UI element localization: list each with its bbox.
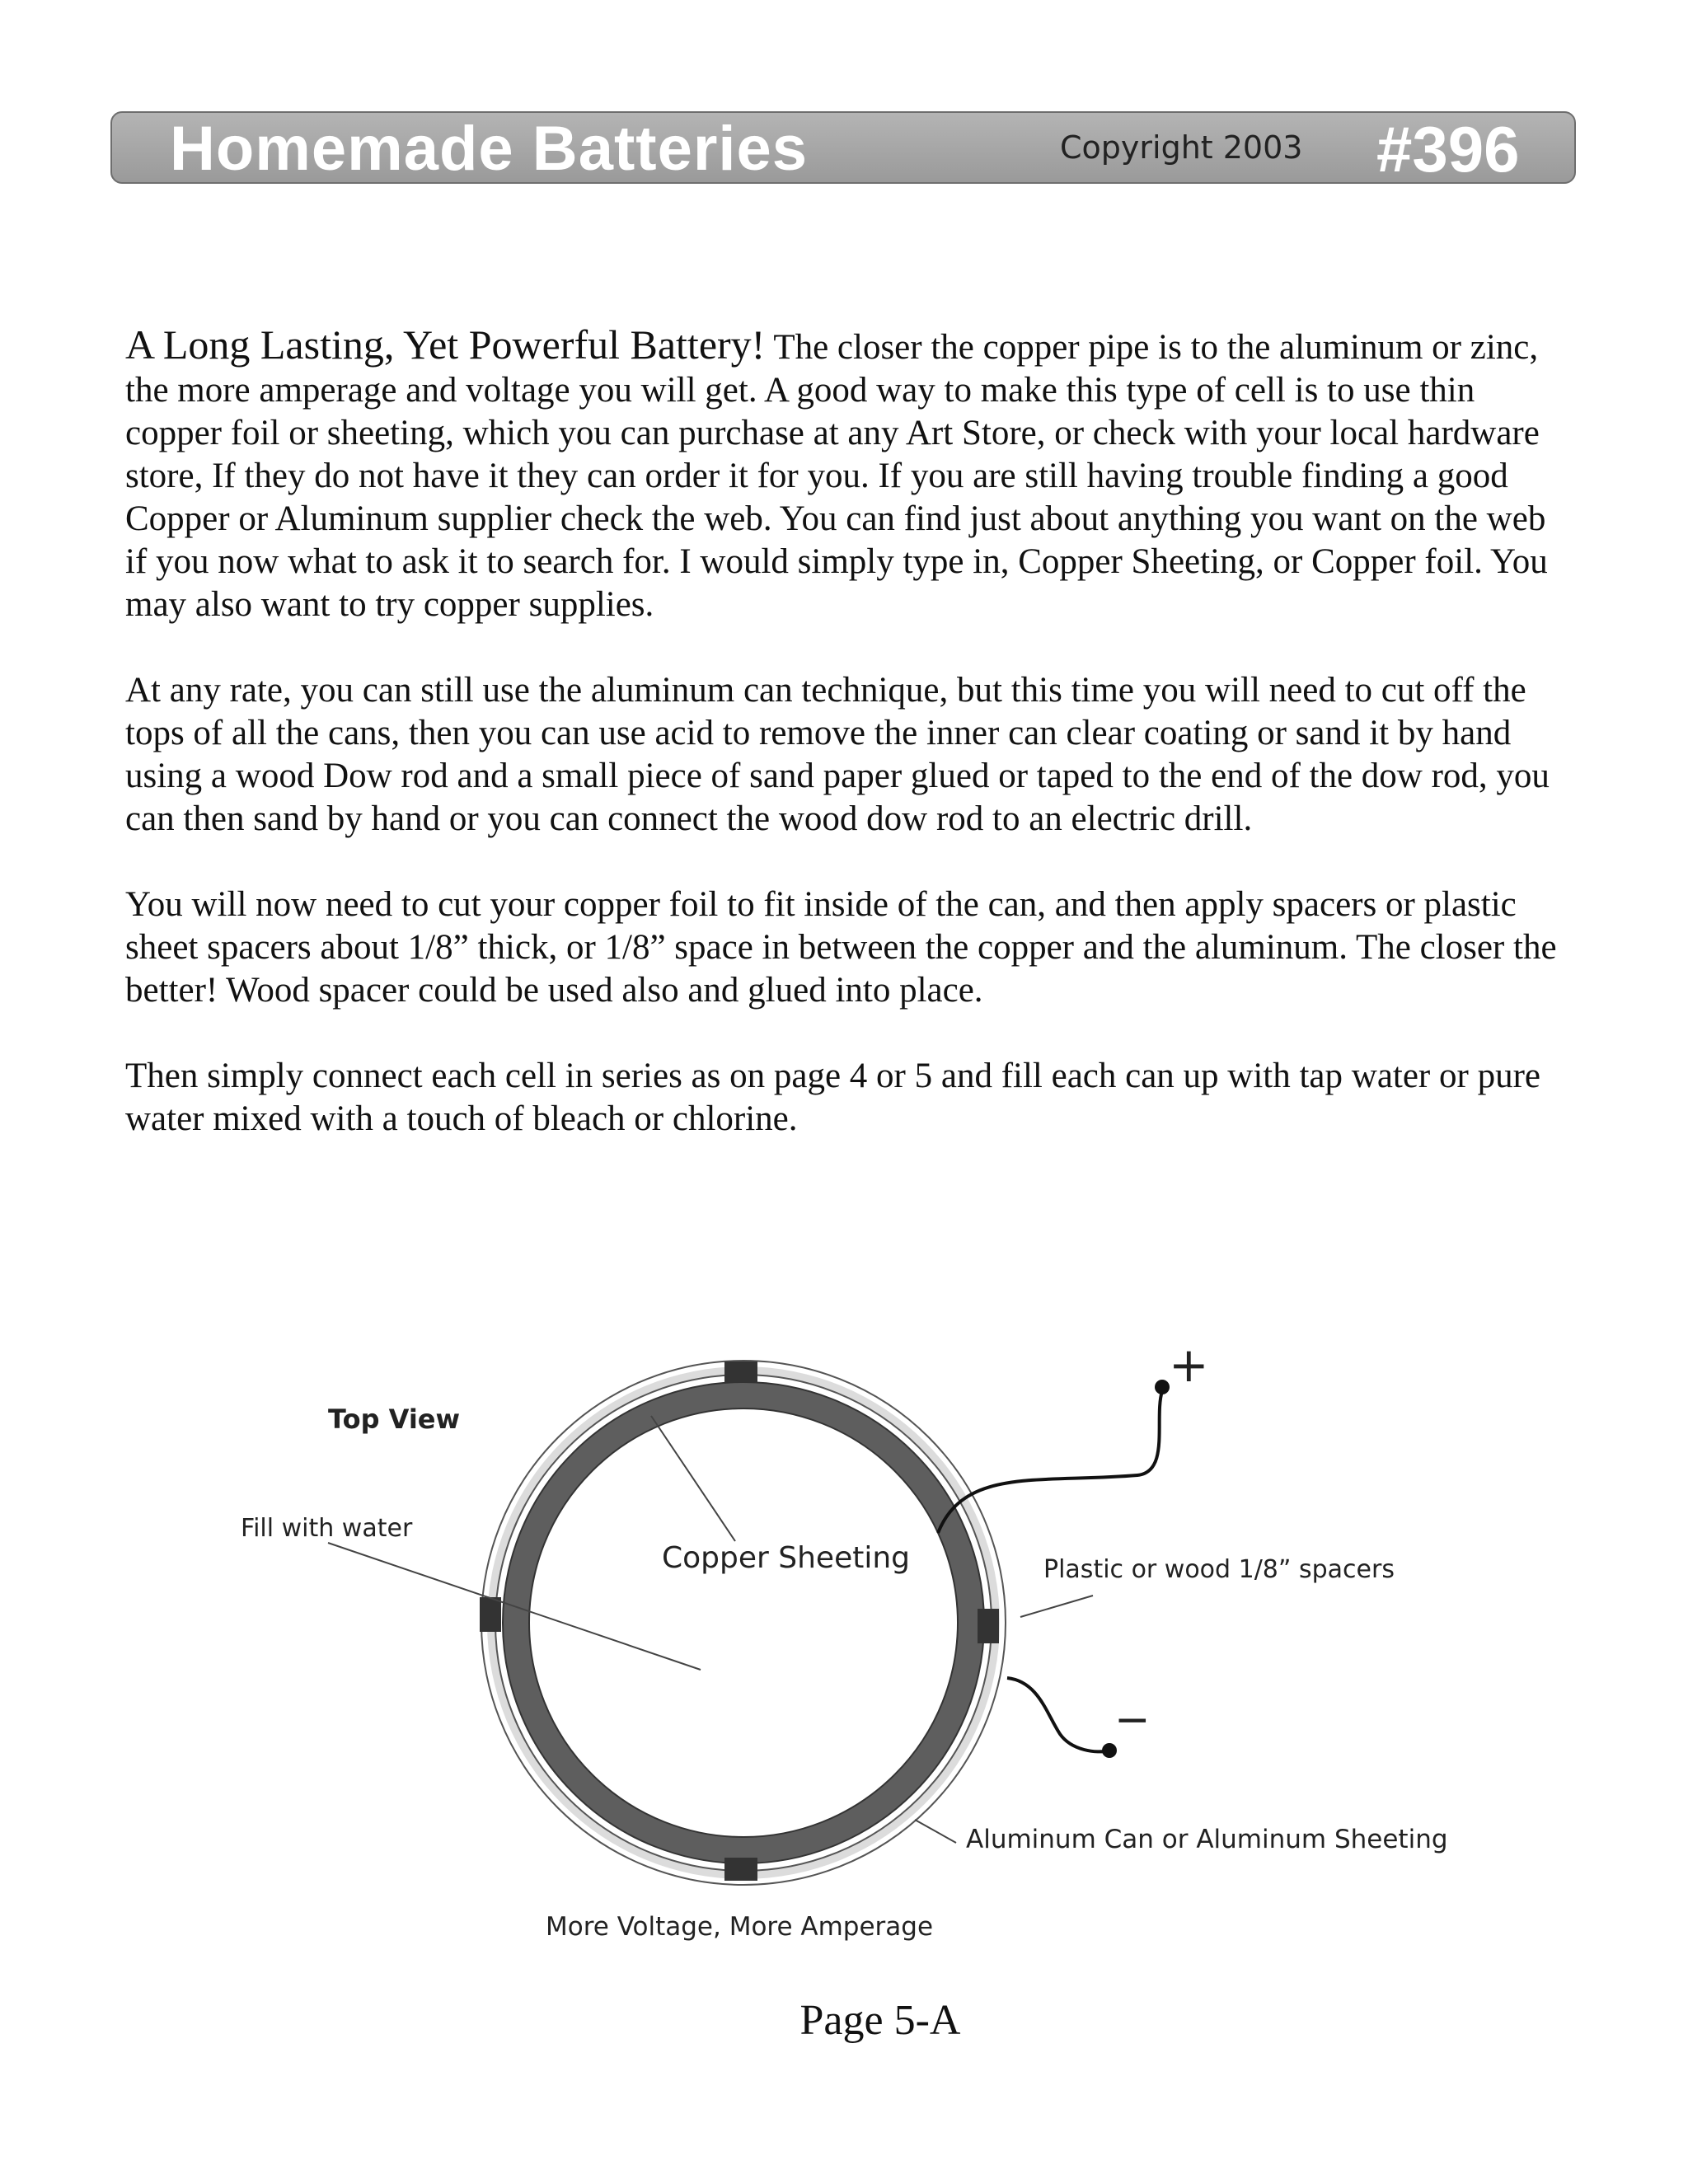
spacer-right xyxy=(978,1609,999,1643)
aluminum-label: Aluminum Can or Aluminum Sheeting xyxy=(966,1825,1448,1854)
copper-sheeting-label: Copper Sheeting xyxy=(662,1541,911,1575)
spacer-pointer xyxy=(1020,1596,1093,1617)
aluminum-pointer xyxy=(915,1820,956,1843)
paragraph-1-text: The closer the copper pipe is to the aluminum or zinc, the more amperage and voltage you will get. A good way to make this type of cell is to use thin copper foil or sheeting, which you can purchase at any Art Store, or check with your local hardware store, If they do not have it they can order it for you. If you are still having trouble finding a good Copper or Aluminum supplier check the web. You can find just about anything you want on the web if you now what to ask it to search for. I would simply type in, Copper Sheeting, or Copper foil. You may also want to try copper supplies. xyxy=(125,328,1548,624)
battery-top-view-diagram xyxy=(0,1302,1688,1961)
body-text xyxy=(125,323,1568,1183)
aluminum-can-inner-edge xyxy=(495,1375,992,1871)
minus-sign: − xyxy=(1114,1695,1151,1745)
lead-heading: A Long Lasting, Yet Powerful Battery! xyxy=(125,321,766,368)
paragraph-1 xyxy=(125,323,1568,626)
negative-wire xyxy=(1007,1678,1109,1751)
paragraph-2: At any rate, you can still use the aluminum can technique, but this time you will need to cut off the tops of all the cans, then you can use acid to remove the inner can clear coating or sand it by hand using a wood Dow rod and a small piece of sand paper glued or taped to the end of the dow rod, you can then sand by hand or you can connect the wood dow rod to an electric drill. xyxy=(125,671,1550,838)
paragraph-3: You will now need to cut your copper foil to fit inside of the can, and then apply spacers or plastic sheet spacers about 1/8” thick, or 1/8” space in between the copper and the aluminum. The closer the better! Wood spacer could be used also and glued into place. xyxy=(125,885,1557,1010)
positive-terminal xyxy=(1155,1380,1170,1394)
more-voltage-label: More Voltage, More Amperage xyxy=(546,1912,934,1942)
spacers-label: Plastic or wood 1/8” spacers xyxy=(1043,1555,1395,1584)
paragraph-4: Then simply connect each cell in series as on page 4 or 5 and fill each can up with tap water or pure water mixed with a touch of bleach or chlorine. xyxy=(125,1057,1540,1138)
plus-sign: + xyxy=(1169,1337,1209,1393)
top-view-label: Top View xyxy=(328,1404,461,1435)
copyright-notice: Copyright 2003 xyxy=(1060,129,1303,166)
document-number: #396 xyxy=(1376,113,1520,185)
header-banner xyxy=(110,111,1576,184)
document-title: Homemade Batteries xyxy=(170,114,809,184)
negative-terminal xyxy=(1102,1743,1117,1758)
spacer-bottom xyxy=(724,1858,757,1881)
spacer-top xyxy=(724,1361,757,1383)
spacer-left xyxy=(480,1597,501,1632)
fill-water-label: Fill with water xyxy=(241,1514,413,1543)
page-number: Page 5-A xyxy=(799,1997,961,2044)
